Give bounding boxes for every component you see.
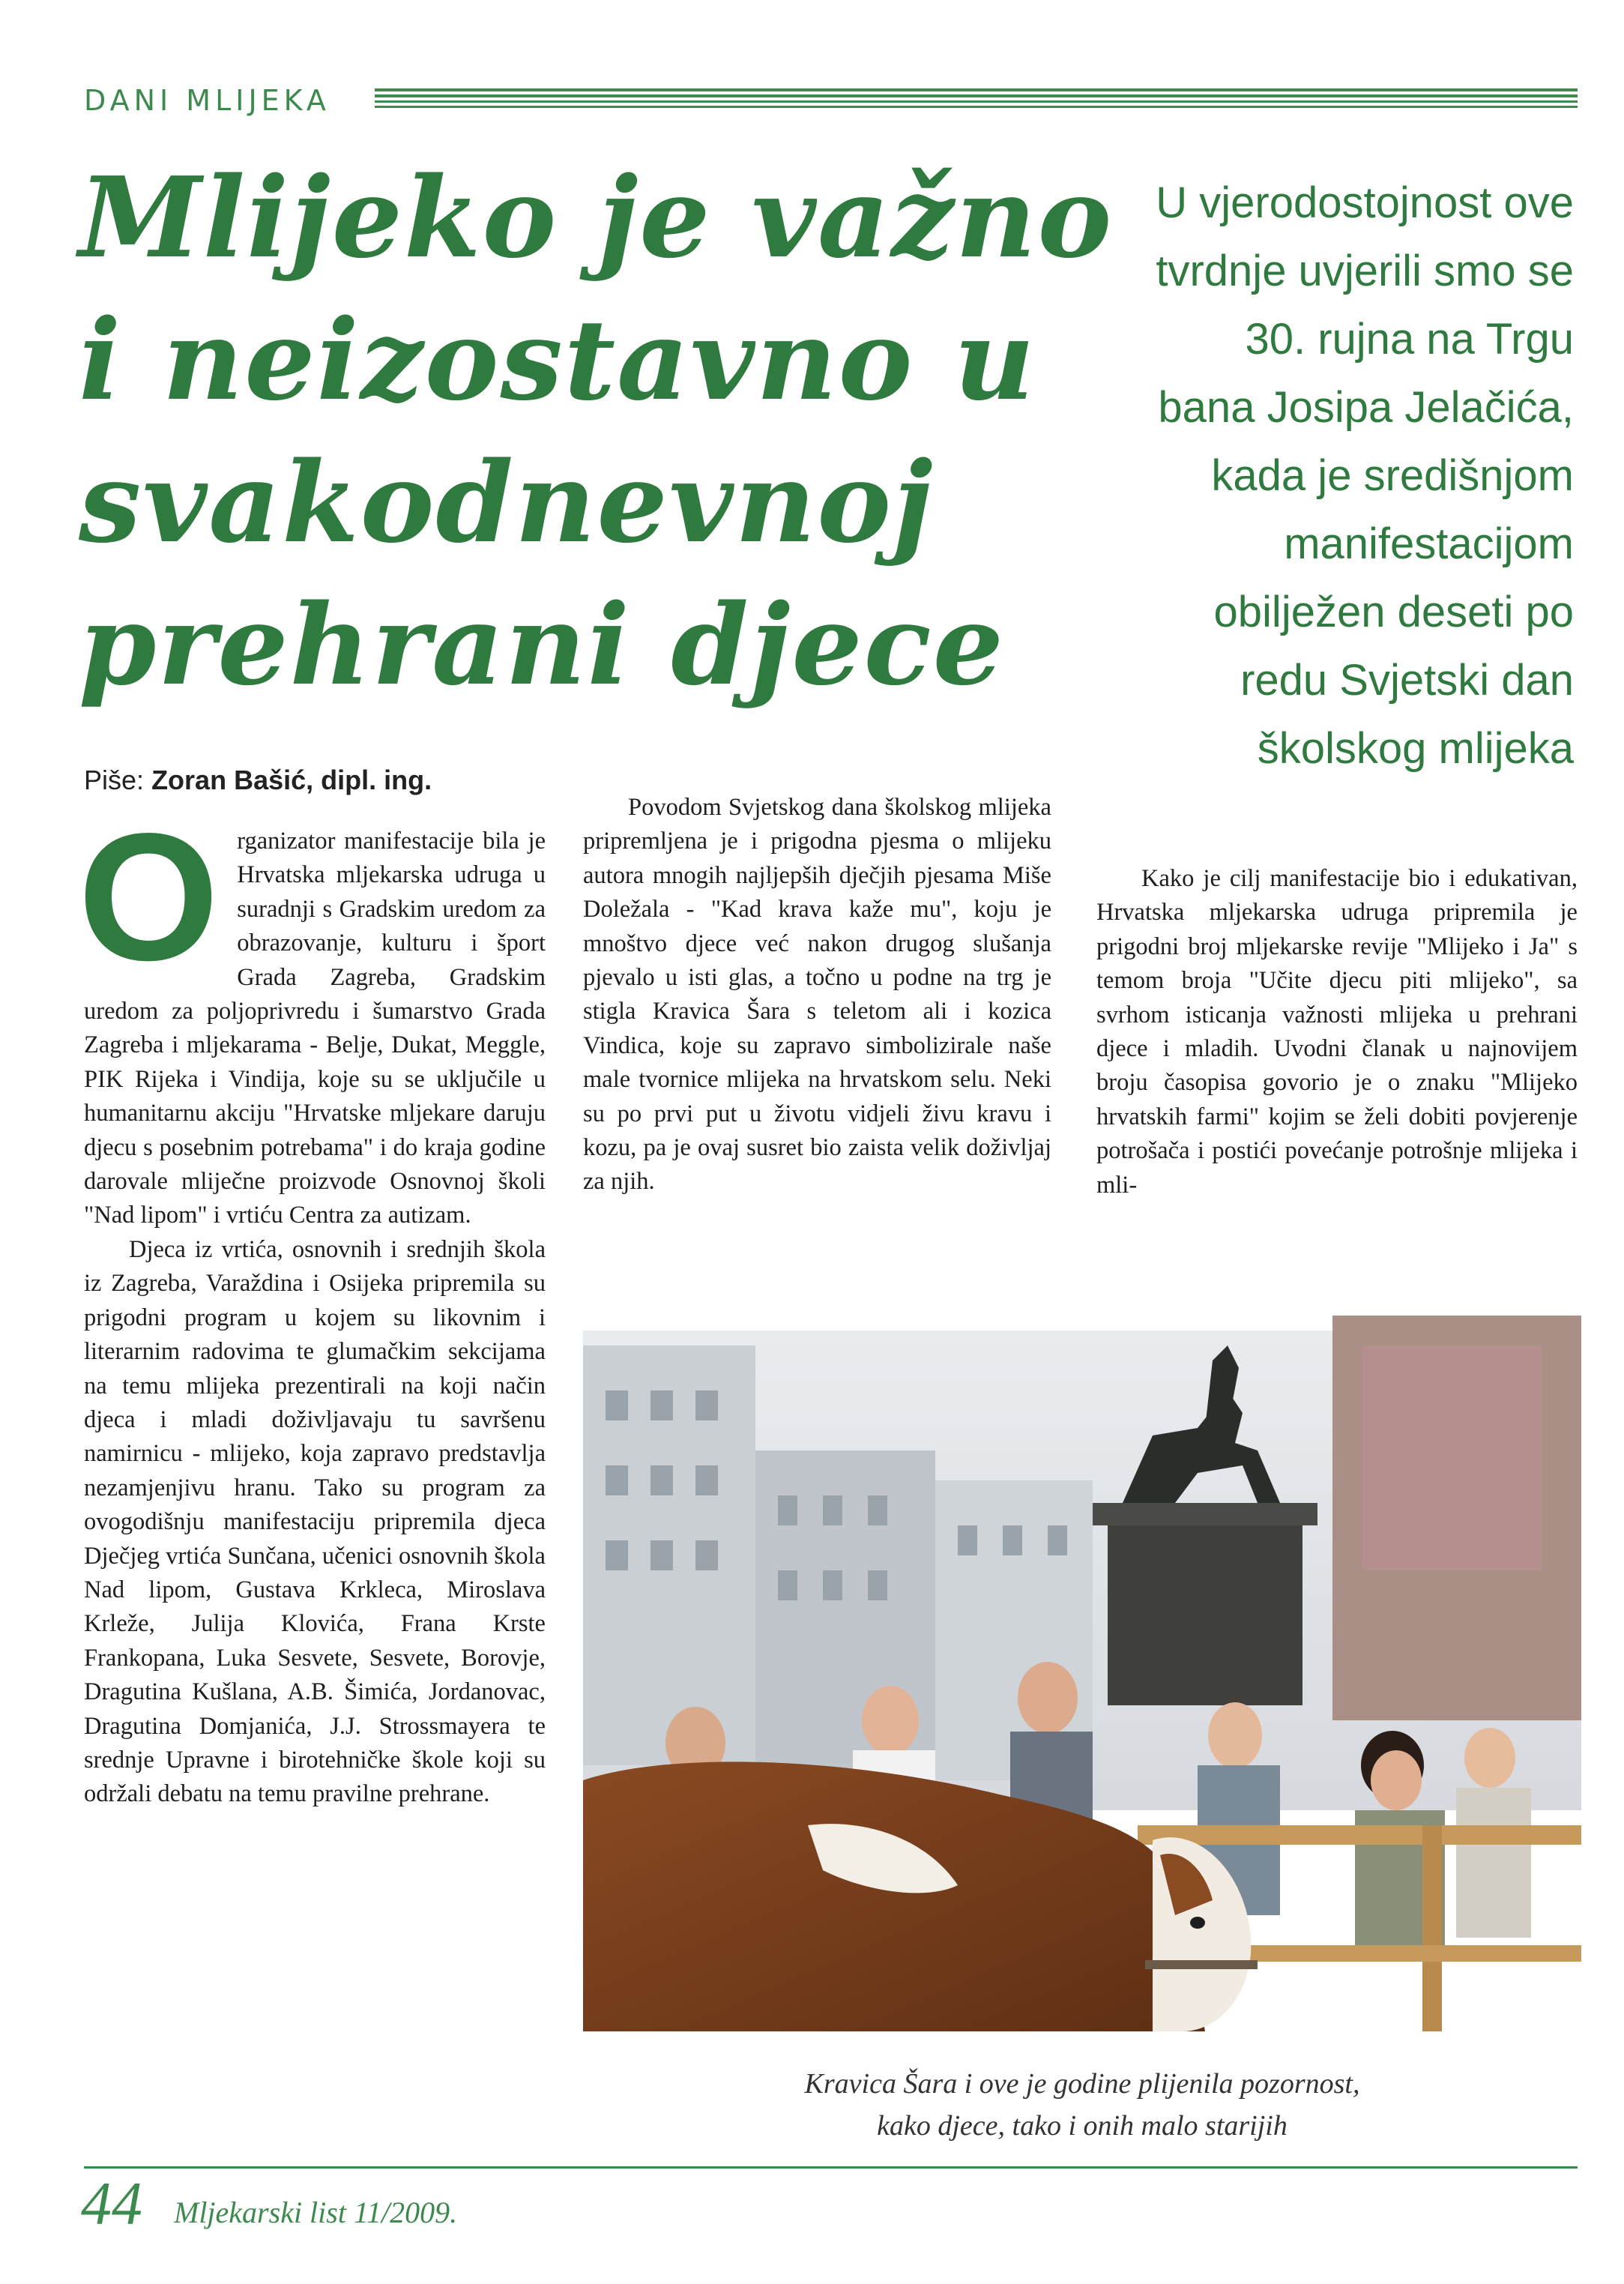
body-column-1 (78, 796, 546, 1812)
author-name: Zoran Bašić, dipl. ing. (151, 765, 432, 795)
footer-rule (84, 2166, 1578, 2169)
photo-caption (583, 2063, 1581, 2147)
paragraph (78, 796, 546, 1233)
drop-cap: O (78, 796, 220, 998)
article-photo (583, 1301, 1581, 2031)
body-column-2 (583, 791, 1051, 1199)
byline (84, 765, 432, 796)
byline-prefix: Piše: (84, 765, 145, 795)
paragraph: Djeca iz vrtića, osnovnih i srednjih škola iz Zagreba, Varaždina i Osijeka pripremila su prigodni program u kojem su likovnim i literarnim radovima te glumačkim sekcijama na temu mlijeka prezentirali na koji način djeca i mladi doživljavaju tu savršenu namirnicu - mlijeko, koja zapravo predstavlja nezamjenjivu hranu. Tako su program za ovogodišnju manifestaciju pripremila djeca Dječjeg vrtića Sunčana, učenici osnovnih škola Nad lipom, Gustava Krkleca, Miroslava Krleže, Julija Klovića, Frana Krste Frankopana, Luka Sesvete, Sesvete, Borovje, Dragutina Kušlana, A.B. Šimića, Jordanovac, Dragutina Domjanića, J.J. Strossmayera te srednje Upravne i birotehničke škole koji su održali debatu na temu pravilne prehrane. (84, 1235, 546, 1808)
journal-name: Mljekarski list 11/2009. (174, 2196, 458, 2229)
caption-line: Kravica Šara i ove je godine plijenila pozornost, (804, 2068, 1360, 2100)
article-lead: U vjerodostojnost ove tvrdnje uvjerili smo se 30. rujna na Trgu bana Josipa Jelačića, kada je središnjom manifestacijom obilježen deseti po redu Svjetski dan školskog mlijeka (1156, 178, 1574, 773)
body-column-3 (1096, 862, 1578, 1202)
paragraph: Povodom Svjetskog dana školskog mlijeka pripremljena je i prigodna pjesma o mlijeku autora mnogih najljepših dječjih pjesama Miše Doležala - "Kad krava kaže mu", koju je mnoštvo djece već nakon drugog slušanja pjevalo u isti glas, a točno u podne na trg je stigla Kravica Šara s teletom ali i kozica Vindica, koje su zapravo simbolizirale naše male tvornice mlijeka na hrvatskom selu. Neki su po prvi put u životu vidjeli živu kravu i kozu, pa je ovaj susret bio zaista velik doživljaj za njih. (583, 794, 1051, 1196)
paragraph-text: rganizator manifestacije bila je Hrvatska mljekarska udruga u suradnji s Gradskim uredom za obrazovanje, kulturu i šport Grada Zagreba, Gradskim uredom za poljoprivredu i šumarstvo Grada Zagreba i mljekarama - Belje, Dukat, Meggle, PIK Rijeka i Vindija, koje su se uključile u humanitarnu akciju "Hrvatske mljekare daruju djecu s posebnim potrebama" i do kraja godine darovale mliječne proizvode Osnovnoj školi "Nad lipom" i vrtiću Centra za autizam. (84, 828, 546, 1229)
page-number: 44 (81, 2169, 142, 2238)
paragraph: Kako je cilj manifestacije bio i edukativan, Hrvatska mljekarska udruga pripremila je prigodni broj mljekarske revije "Mlijeko i Ja" s temom broja "Učite djecu piti mlijeko", sa svrhom isticanja važnosti mlijeka u prehrani djece i mladih. Uvodni članak u najnovijem broju časopisa govorio je o znaku "Mlijeko hrvatskih farmi" kojim se želi dobiti povjerenje potrošača i postići povećanje potrošnje mlijeka i mli- (1096, 865, 1578, 1199)
header-rule (375, 88, 1578, 111)
article-headline: Mlijeko je važno i neizostavno u svakodnevnoj prehrani djece (79, 152, 1114, 710)
caption-line: kako djece, tako i onih malo starijih (877, 2110, 1288, 2142)
section-label: DANI MLIJEKA (84, 84, 330, 117)
